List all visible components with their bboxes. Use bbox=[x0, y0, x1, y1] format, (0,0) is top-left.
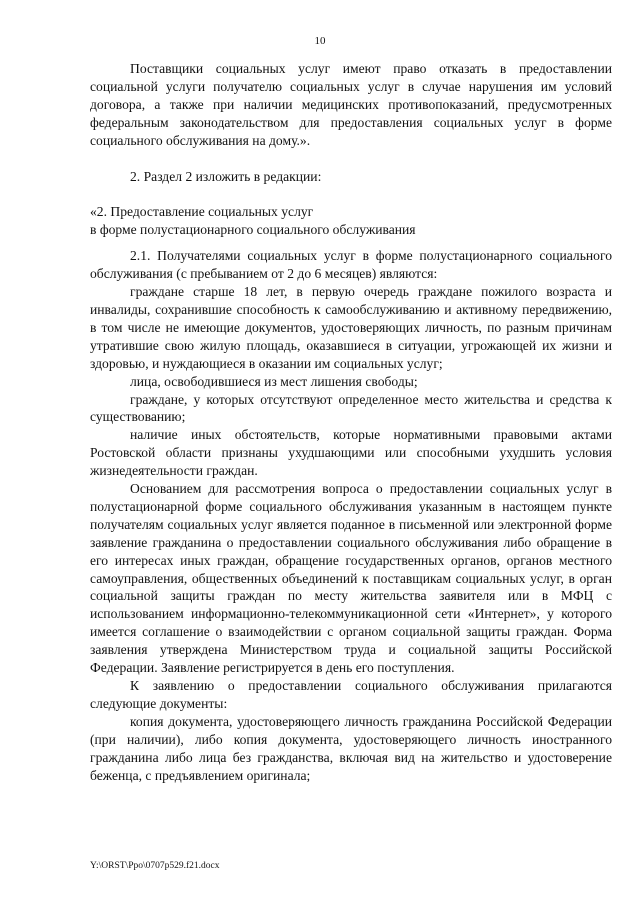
list-item-released-persons: лица, освободившиеся из мест лишения свободы; bbox=[130, 373, 418, 389]
paragraph-basis-for-review: Основанием для рассмотрения вопроса о предоставлении социальных услуг в полустационарной форме социального обслуживания указанным в настоящем пункте получателям социальных услуг является поданное в письменной или электронной форме заявление гражданина о предоставлении социального обслуживания либо обращение в его интересах иных граждан, обращение государственных органов, органов местного самоуправления, общественных объединений к поставщикам социальных услуг, в орган социальной защиты граждан по месту жительства заявителя или в МФЦ с использованием информационно-телекоммуникационной сети «Интернет», у которого имеется соглашение о взаимодействии с органом социальной защиты граждан. Форма заявления утверждена Министерством труда и социальной защиты Российской Федерации. Заявление регистрируется в день его поступления. bbox=[90, 481, 612, 676]
section-heading-line-1: «2. Предоставление социальных услуг bbox=[90, 204, 314, 220]
footer-file-path: Y:\ORST\Ppo\0707p529.f21.docx bbox=[90, 861, 220, 871]
page-number: 10 bbox=[314, 35, 326, 47]
list-item-citizens-over-18: граждане старше 18 лет, в первую очередь граждане пожилого возраста и инвалиды, сохранившие способность к самообслуживанию и активному передвижению, в том числе не имеющие документов, удостоверяющих личность, по разным причинам утратившие свою жилую площадь, оказавшиеся в ситуации, угрожающей их жизни и здоровью, и нуждающиеся в оказании им социальных услуг; bbox=[90, 284, 612, 371]
list-item-other-circumstances: наличие иных обстоятельств, которые нормативными правовыми актами Ростовской области признаны ухудшающими или способными ухудшить условия жизнедеятельности граждан. bbox=[90, 427, 612, 479]
list-item-identity-document: копия документа, удостоверяющего личность гражданина Российской Федерации (при наличии), либо копия документа, удостоверяющего личность иностранного гражданина либо лица без гражданства, включая вид на жительство и удостоверение беженца, с предъявлением оригинала; bbox=[90, 713, 612, 783]
paragraph-documents-intro: К заявлению о предоставлении социального обслуживания прилагаются следующие документы: bbox=[90, 678, 612, 711]
paragraph-section-amendment: 2. Раздел 2 изложить в редакции: bbox=[130, 168, 322, 184]
paragraph-recipients-intro: 2.1. Получателями социальных услуг в форме полустационарного социального обслуживания (с пребыванием от 2 до 6 месяцев) являются: bbox=[90, 248, 612, 282]
section-heading-line-2: в форме полустационарного социального обслуживания bbox=[90, 222, 416, 238]
document-body bbox=[90, 60, 612, 784]
paragraph-provider-refusal: Поставщики социальных услуг имеют право отказать в предоставлении социальной услуги получателю социальных услуг в случае нарушения им условий договора, а также при наличии медицинских противопоказаний, предусмотренных федеральным законодательством для предоставления социальных услуг в форме социального обслуживания на дому.». bbox=[90, 61, 612, 148]
list-item-no-residence: граждане, у которых отсутствуют определенное место жительства и средства к существованию; bbox=[90, 391, 612, 425]
